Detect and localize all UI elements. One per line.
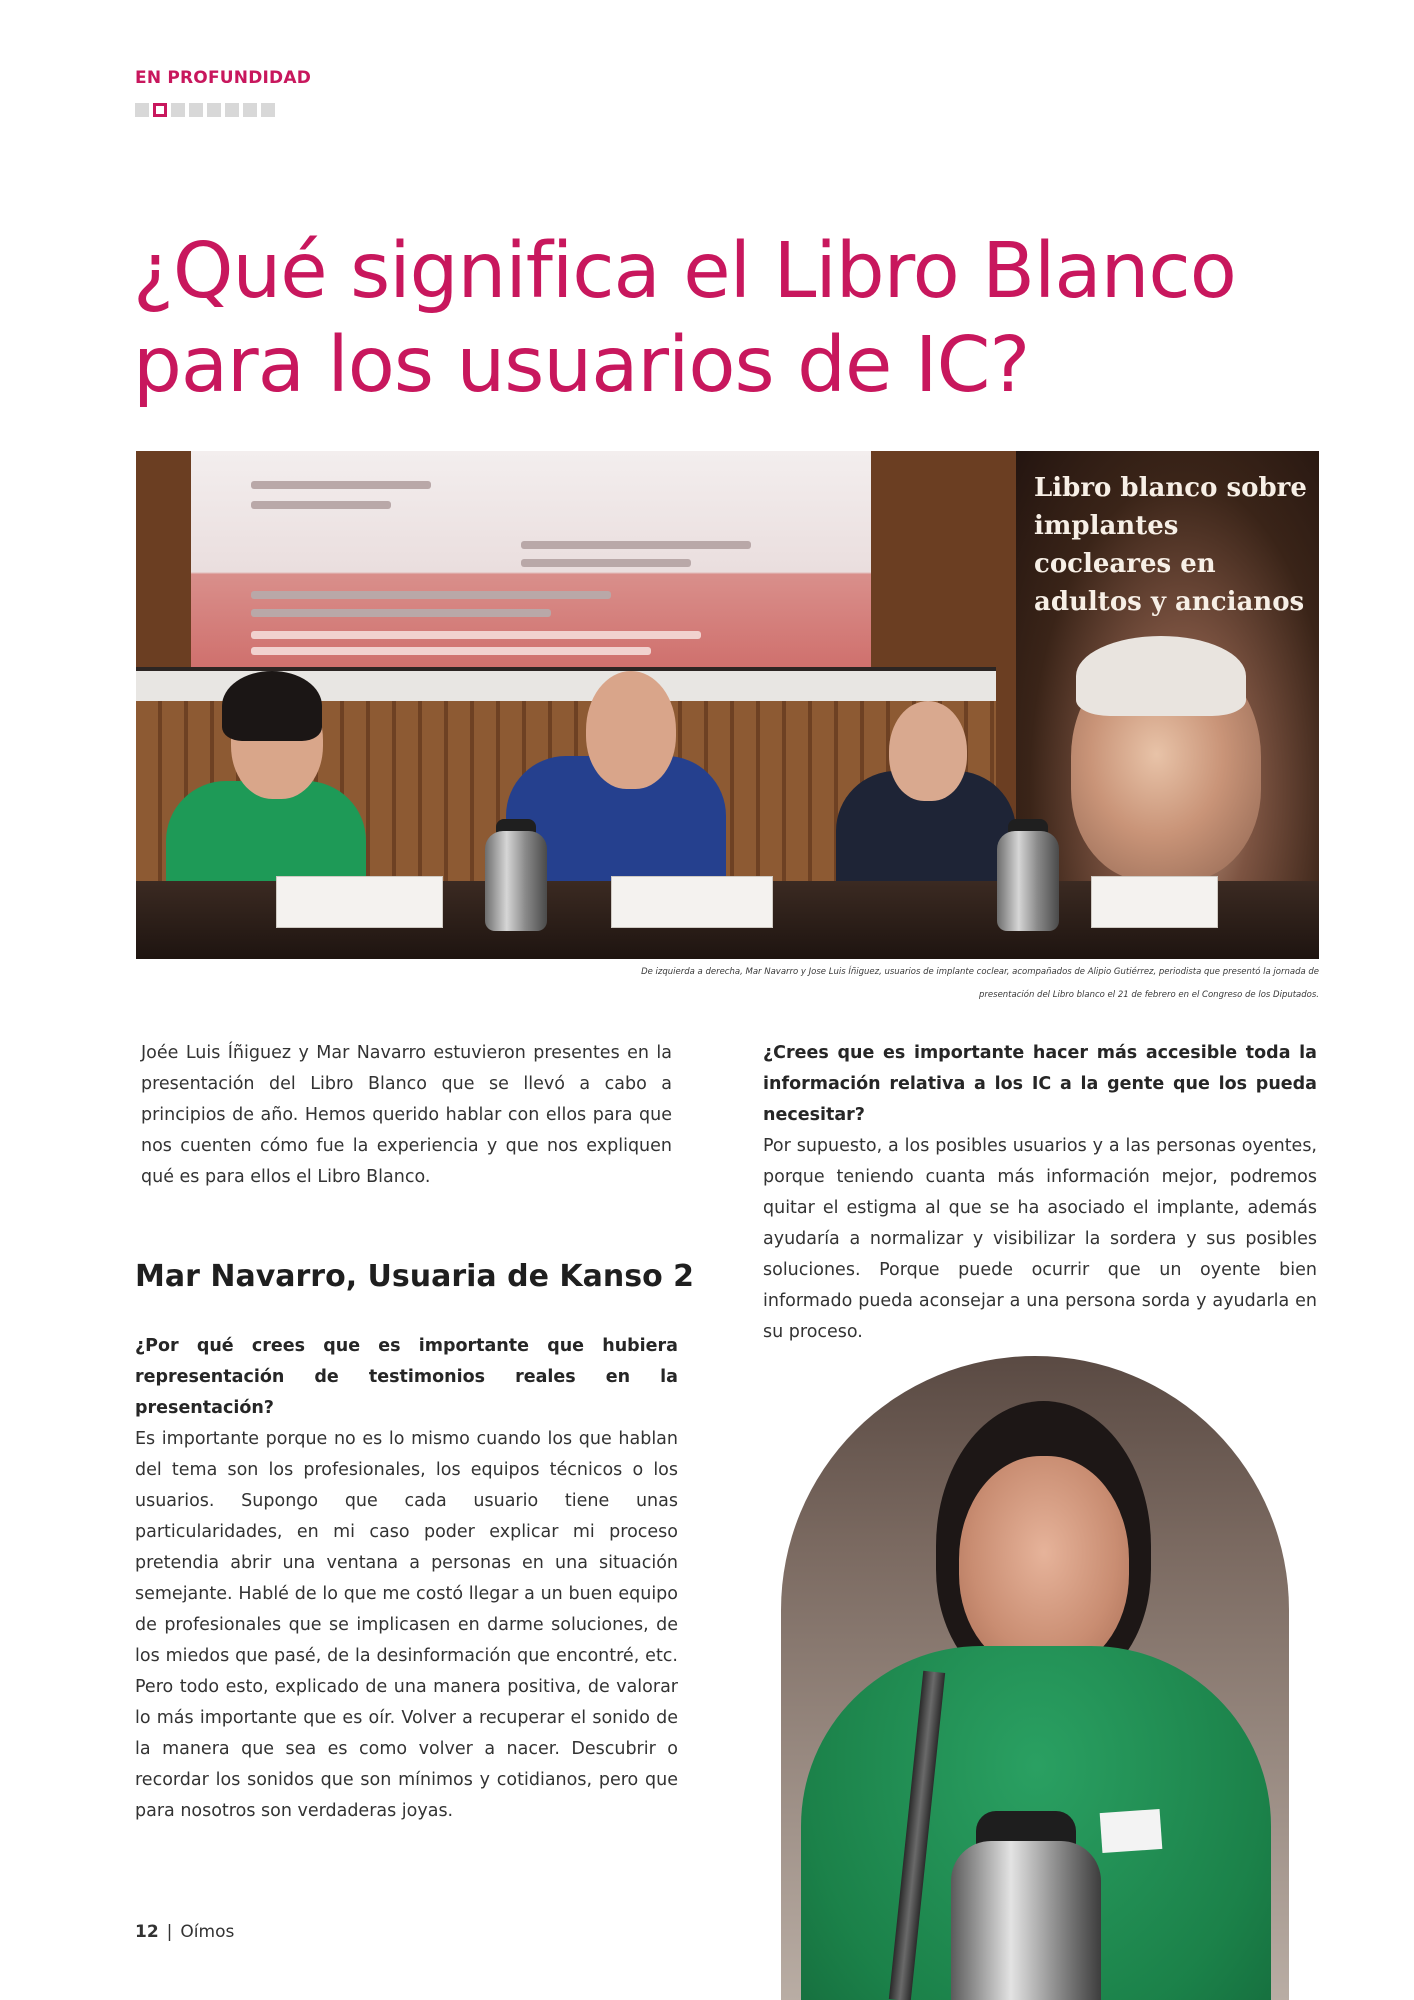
interview-subhead: Mar Navarro, Usuaria de Kanso 2 <box>135 1259 695 1294</box>
title-line-1: ¿Qué significa el Libro Blanco <box>133 227 1236 316</box>
page-square <box>135 103 149 117</box>
interview-left-column <box>135 1331 678 1827</box>
page-square <box>261 103 275 117</box>
portrait-photo <box>781 1356 1289 2000</box>
portrait-badge <box>1100 1809 1163 1853</box>
magazine-name: Oímos <box>180 1922 235 1942</box>
intro-text: Joée Luis Íñiguez y Mar Navarro estuvieron presentes en la presentación del Libro Blanco que se llevó a cabo a principios de año. Hemos querido hablar con ellos para que nos cuenten cómo fue la experiencia y que nos expliquen qué es para ellos el Libro Blanco. <box>141 1043 672 1187</box>
answer-1: Es importante porque no es lo mismo cuando los que hablan del tema son los profesionales, los equipos técnicos o los usuarios. Supongo que cada usuario tiene unas particularidades, en mi caso poder explicar mi proceso pretendia abrir una ventana a personas en una situación semejante. Hablé de lo que me costó llegar a un buen equipo de profesionales que se implicasen en darme soluciones, de los miedos que pasé, de la desinformación que encontré, etc. Pero todo esto, explicado de una manera positiva, de valorar lo más importante que es oír. Volver a recuperar el sonido de la manera que sea es como volver a nacer. Descubrir o recordar los sonidos que son mínimos y cotidianos, pero que para nosotros son verdaderas joyas. <box>135 1429 678 1821</box>
title-line-2: para los usuarios de IC? <box>133 321 1030 410</box>
page-square <box>189 103 203 117</box>
page-indicator <box>135 103 275 117</box>
footer-separator: | <box>166 1922 173 1942</box>
question-2: ¿Crees que es importante hacer más accesible toda la información relativa a los IC a la gente que los pueda necesitar? <box>763 1043 1317 1125</box>
photo-caption <box>419 961 1319 1007</box>
thermos-jug <box>485 831 547 931</box>
intro-paragraph <box>141 1038 672 1193</box>
presentation-photo <box>136 451 1319 959</box>
caption-line-2: presentación del Libro blanco el 21 de febrero en el Congreso de los Diputados. <box>979 990 1319 1000</box>
page-square <box>225 103 239 117</box>
poster-title: Libro blanco sobre implantes cocleares en adultos y ancianos <box>1034 473 1307 617</box>
article-title <box>133 225 1333 413</box>
page-footer <box>135 1922 234 1942</box>
caption-line-1: De izquierda a derecha, Mar Navarro y Jose Luis Íñiguez, usuarios de implante coclear, acompañados de Alipio Gutiérrez, periodista que presentó la jornada de <box>641 967 1319 977</box>
page-square <box>171 103 185 117</box>
section-label: EN PROFUNDIDAD <box>135 68 312 88</box>
book-poster <box>1016 451 1319 921</box>
page-square <box>207 103 221 117</box>
projection-screen <box>191 451 871 671</box>
portrait-thermos <box>951 1841 1101 2000</box>
answer-2: Por supuesto, a los posibles usuarios y a las personas oyentes, porque teniendo cuanta más información mejor, podremos quitar el estigma al que se ha asociado el implante, además ayudaría a normalizar y visibilizar la sordera y sus posibles soluciones. Porque puede ocurrir que un oyente bien informado pueda aconsejar a una persona sorda y ayudarla en su proceso. <box>763 1136 1317 1342</box>
nameplate <box>1091 876 1218 928</box>
page-square-active <box>153 103 167 117</box>
thermos-jug <box>997 831 1059 931</box>
nameplate <box>276 876 443 928</box>
page-number: 12 <box>135 1922 159 1942</box>
portrait-face <box>959 1456 1129 1671</box>
question-1: ¿Por qué crees que es importante que hubiera representación de testimonios reales en la presentación? <box>135 1336 678 1418</box>
nameplate <box>611 876 773 928</box>
page-square <box>243 103 257 117</box>
poster-hair <box>1076 636 1246 716</box>
interview-right-column <box>763 1038 1317 1348</box>
